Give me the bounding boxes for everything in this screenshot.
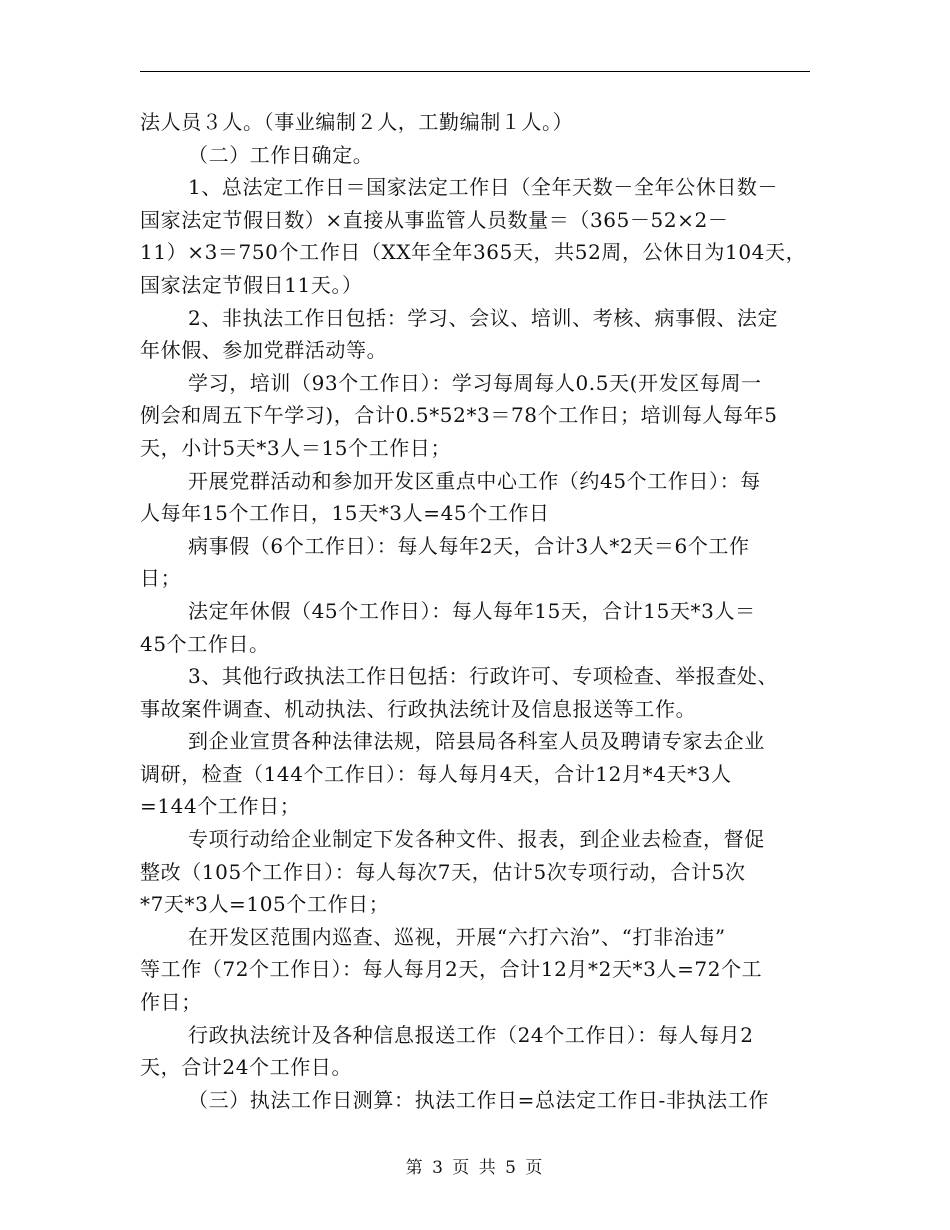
header-rule (140, 71, 810, 72)
text-line: 国家法定节假日数）×直接从事监管人员数量＝（365－52×2－ (140, 207, 729, 232)
text-line: 2、非执法工作日包括：学习、会议、培训、考核、病事假、法定 (188, 305, 779, 330)
text-line: =144个工作日； (140, 794, 301, 819)
text-line: 病事假（6个工作日）：每人每年2天，合计3人*2天＝6个工作 (188, 533, 750, 558)
text-line: 专项行动给企业制定下发各种文件、报表，到企业去检查，督促 (188, 827, 765, 852)
text-line: 等工作（72个工作日）：每人每月2天，合计12月*2天*3人=72个工 (140, 957, 763, 982)
text-line: 人每年15个工作日，15天*3人=45个工作日 (140, 501, 550, 526)
text-line: （三）执法工作日测算：执法工作日=总法定工作日-非执法工作 (188, 1087, 769, 1112)
text-line: 开展党群活动和参加开发区重点中心工作（约45个工作日）：每 (188, 468, 761, 493)
text-line: 年休假、参加党群活动等。 (140, 338, 388, 363)
text-line: 法定年休假（45个工作日）：每人每年15天，合计15天*3人＝ (188, 598, 756, 623)
text-line: 天，小计5天*3人＝15个工作日； (140, 435, 452, 460)
text-line: 作日； (140, 990, 202, 1015)
text-line: （二）工作日确定。 (188, 142, 374, 167)
text-line: 事故案件调查、机动执法、行政执法统计及信息报送等工作。 (140, 696, 697, 721)
document-body (140, 106, 812, 1116)
page-footer: 第 3 页 共 5 页 (405, 1158, 545, 1178)
text-line: 整改（105个工作日）：每人每次7天，估计5次专项行动，合计5次 (140, 859, 746, 884)
text-line: 行政执法统计及各种信息报送工作（24个工作日）：每人每月2 (188, 1022, 754, 1047)
text-line: 1、总法定工作日＝国家法定工作日（全年天数－全年公休日数－ (188, 175, 779, 200)
text-line: 国家法定节假日11天。） (140, 272, 363, 297)
text-line: 例会和周五下午学习)，合计0.5*52*3＝78个工作日；培训每人每年5 (140, 403, 778, 428)
text-line: *7天*3人=105个工作日； (140, 892, 390, 917)
text-line: 调研，检查（144个工作日）：每人每月4天，合计12月*4天*3人 (140, 761, 732, 786)
text-line: 天，合计24个工作日。 (140, 1055, 353, 1080)
text-line: 11）×3＝750个工作日（XX年全年365天，共52周，公休日为104天， (140, 240, 807, 265)
text-line: 法人员３人。（事业编制２人，工勤编制１人。） (140, 110, 574, 134)
text-line: 日； (140, 566, 182, 591)
text-line: 45个工作日。 (140, 631, 270, 656)
text-line: 到企业宣贯各种法律法规，陪县局各科室人员及聘请专家去企业 (188, 729, 765, 754)
text-line: 学习，培训（93个工作日）：学习每周每人0.5天(开发区每周一 (188, 370, 762, 395)
text-line: 3、其他行政执法工作日包括：行政许可、专项检查、举报查处、 (188, 664, 779, 689)
text-line: 在开发区范围内巡查、巡视，开展“六打六治”、“打非治违” (188, 924, 726, 949)
